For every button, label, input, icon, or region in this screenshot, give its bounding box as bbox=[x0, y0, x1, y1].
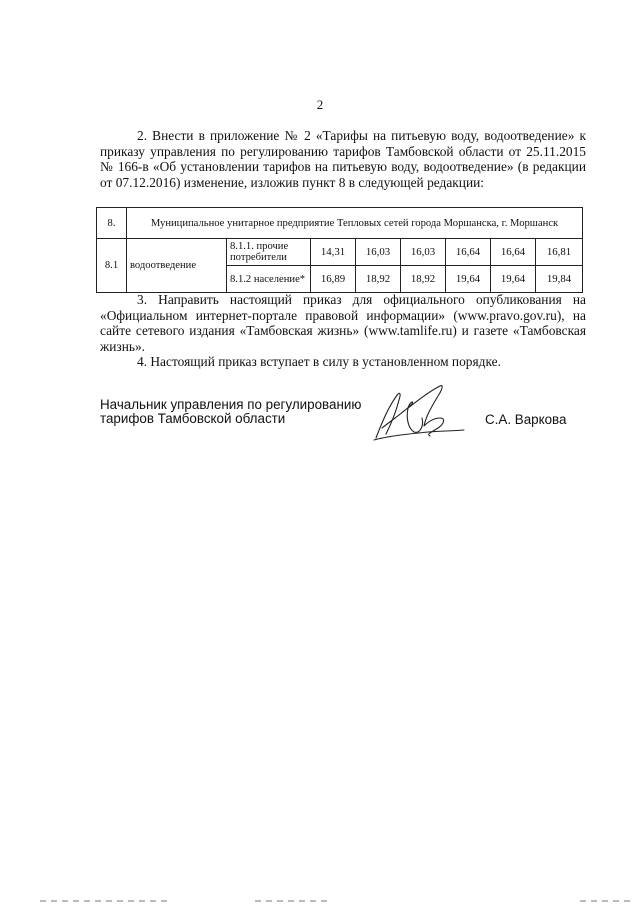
table-cell-number: 8. bbox=[97, 208, 127, 239]
table-cell-service: водоотведение bbox=[127, 239, 227, 293]
table-cell-organization: Муниципальное унитарное предприятие Тепловых сетей города Моршанска, г. Моршанск bbox=[127, 208, 583, 239]
table-cell-value: 19,64 bbox=[446, 266, 491, 293]
paragraph-3: 3. Направить настоящий приказ для официального опубликования на «Официальном интернет-портале правовой информации» (www.pravo.gov.ru), на сайте сетевого издания «Тамбовская жизнь» (www.tamlife.ru) и газете «Тамбовская жизнь». bbox=[100, 292, 586, 354]
tariff-table bbox=[96, 207, 583, 293]
table-cell-value: 16,03 bbox=[356, 239, 401, 266]
table-cell-value: 19,64 bbox=[491, 266, 536, 293]
table-cell-value: 16,64 bbox=[491, 239, 536, 266]
table-cell-value: 19,84 bbox=[536, 266, 583, 293]
signatory-name: С.А. Варкова bbox=[485, 412, 567, 427]
scan-edge-marks bbox=[0, 897, 640, 905]
table-cell-value: 16,64 bbox=[446, 239, 491, 266]
handwritten-signature bbox=[368, 382, 478, 444]
table-row bbox=[97, 208, 583, 239]
signatory-title-line: тарифов Тамбовской области bbox=[100, 411, 286, 426]
page-number: 2 bbox=[316, 97, 324, 112]
table-cell-number: 8.1 bbox=[97, 239, 127, 293]
table-cell-value: 14,31 bbox=[311, 239, 356, 266]
table-row bbox=[97, 239, 583, 266]
table-cell-value: 18,92 bbox=[401, 266, 446, 293]
table-cell-value: 16,81 bbox=[536, 239, 583, 266]
signatory-title-line: Начальник управления по регулированию bbox=[100, 397, 362, 412]
table-cell-subgroup: 8.1.1. прочие потребители bbox=[227, 239, 311, 266]
paragraph-4: 4. Настоящий приказ вступает в силу в установленном порядке. bbox=[137, 354, 501, 369]
table-cell-value: 18,92 bbox=[356, 266, 401, 293]
table-cell-subgroup: 8.1.2 население* bbox=[227, 266, 311, 293]
paragraph-2: 2. Внести в приложение № 2 «Тарифы на питьевую воду, водоотведение» к приказу управления по регулированию тарифов Тамбовской области от 25.11.2015 № 166-в «Об установлении тарифов на питьевую воду, водоотведение» (в редакции от 07.12.2016) изменение, изложив пункт 8 в следующей редакции: bbox=[100, 128, 586, 190]
signatory-title bbox=[100, 398, 361, 426]
table-cell-value: 16,03 bbox=[401, 239, 446, 266]
table-cell-value: 16,89 bbox=[311, 266, 356, 293]
